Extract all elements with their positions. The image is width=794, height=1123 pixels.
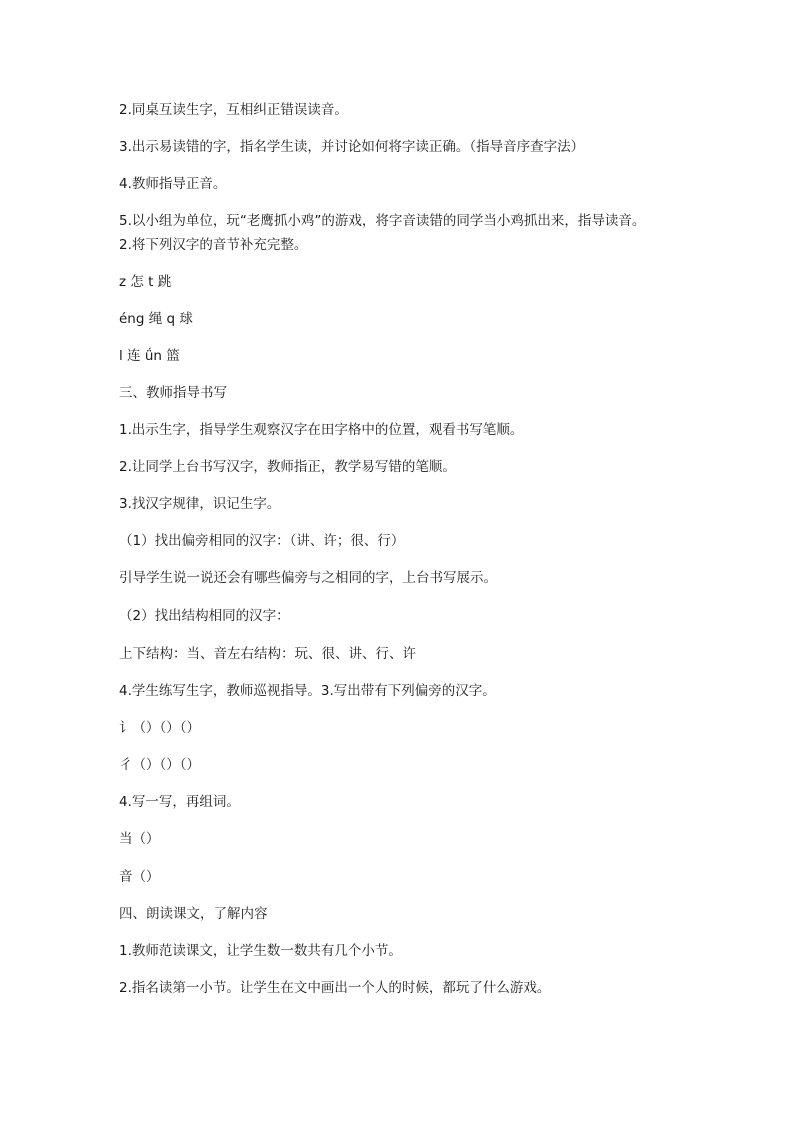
- paragraph-line: l 连 ǘn 篮: [119, 348, 180, 364]
- paragraph-line: 2.同桌互读生字，互相纠正错误读音。: [119, 102, 348, 118]
- paragraph-line: 引导学生说一说还会有哪些偏旁与之相同的字，上台书写展示。: [119, 570, 497, 586]
- paragraph-line: z 怎 t 跳: [119, 274, 172, 290]
- paragraph-line: éng 绳 q 球: [119, 311, 193, 327]
- paragraph-line: 2.让同学上台书写汉字，教师指正，教学易写错的笔顺。: [119, 459, 456, 475]
- paragraph-line: 3.出示易读错的字，指名学生读，并讨论如何将字读正确。（指导音序查字法）: [119, 139, 585, 155]
- paragraph-line: 4.写一写，再组词。: [119, 794, 240, 810]
- paragraph-line: 5.以小组为单位，玩“老鹰抓小鸡”的游戏，将字音读错的同学当小鸡抓出来，指导读音。: [119, 213, 646, 229]
- paragraph-line: 讠（）（）（）: [119, 720, 200, 736]
- section-heading: 三、教师指导书写: [119, 385, 227, 401]
- paragraph-line: 2.指名读第一小节。让学生在文中画出一个人的时候，都玩了什么游戏。: [119, 980, 551, 996]
- paragraph-line: 4.学生练写生字，教师巡视指导。3.写出带有下列偏旁的汉字。: [119, 683, 496, 699]
- paragraph-line: 彳（）（）（）: [119, 757, 200, 773]
- paragraph-line: 上下结构：当、音左右结构：玩、很、讲、行、许: [119, 646, 416, 662]
- paragraph-line: 1.教师范读课文，让学生数一数共有几个小节。: [119, 943, 402, 959]
- paragraph-line: 当（）: [119, 831, 160, 847]
- paragraph-line: 音（）: [119, 869, 160, 885]
- section-heading: 四、朗读课文，了解内容: [119, 906, 268, 922]
- paragraph-line: 1.出示生字，指导学生观察汉字在田字格中的位置，观看书写笔顺。: [119, 422, 524, 438]
- paragraph-line: 3.找汉字规律，识记生字。: [119, 496, 281, 512]
- paragraph-line: 4.教师指导正音。: [119, 176, 227, 192]
- paragraph-line: （1）找出偏旁相同的汉字：（讲、许；很、行）: [119, 533, 405, 549]
- paragraph-line: 2.将下列汉字的音节补充完整。: [119, 237, 308, 253]
- paragraph-line: （2）找出结构相同的汉字：: [119, 608, 290, 624]
